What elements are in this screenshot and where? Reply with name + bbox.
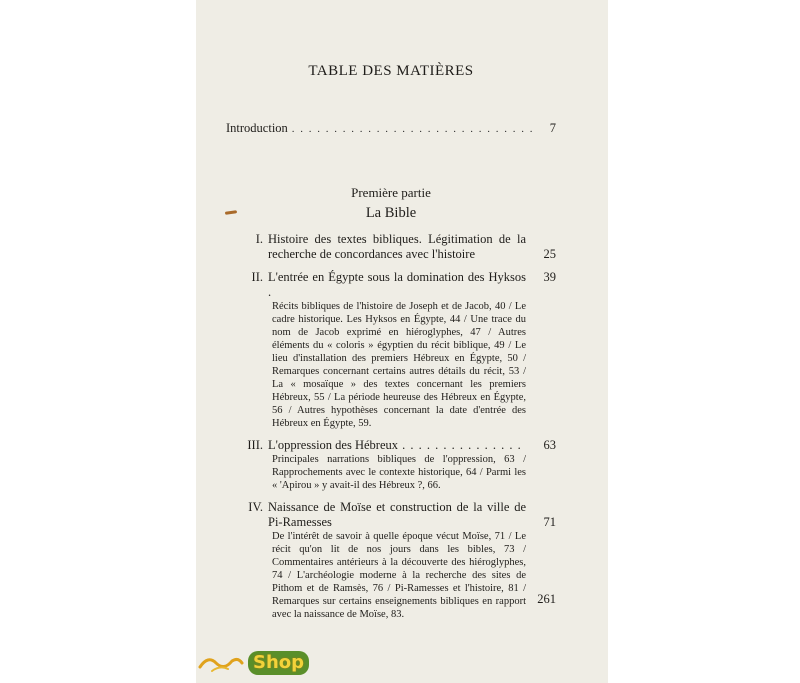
shop-logo bbox=[198, 648, 309, 678]
chapter-page: 39 bbox=[543, 270, 556, 284]
chapter-4 bbox=[226, 500, 556, 621]
dot-leader bbox=[292, 123, 534, 135]
toc-introduction bbox=[226, 121, 556, 136]
dot-leader bbox=[398, 438, 526, 452]
swirl-icon bbox=[198, 651, 254, 675]
introduction-label: Introduction bbox=[226, 121, 288, 135]
chapter-details: De l'intérêt de savoir à quelle époque vécut Moïse, 71 / Le récit qu'on lit de nos jours dans les bibles, 73 / Commentaires antérieurs à la découverte des hiéroglyphes, 74 / L'archéologie moderne à la recherche des sites de Pithom et de Ramsès, 76 / Pi-Ramesses et l'histoire, 81 / Remarques sur certains enseignements bibliques en rapport avec la naissance de Moïse, 83. bbox=[272, 531, 526, 620]
toc-content bbox=[226, 0, 556, 683]
toc-title: TABLE DES MATIÈRES bbox=[308, 63, 474, 79]
chapter-details: Récits bibliques de l'histoire de Joseph et de Jacob, 40 / Le cadre historique. Les Hyksos en Égypte, 44 / Une trace du nom de Jacob exprimé en hiéroglyphes, 47 / Autres éléments du « coloris » égyptien du récit biblique, 49 / Le lieu d'installation des premiers Hébreux en Égypte, 50 / Remarques concernant certains autres détails du récit, 53 / La « mosaïque » des textes concernant les premiers Hébreux, 55 / La période heureuse des Hébreux en Égypte, 56 / Autres hypothèses concernant la date d'entrée des Hébreux en Égypte, 59. bbox=[272, 301, 526, 429]
chapter-number: II. bbox=[251, 270, 263, 284]
chapter-number: III. bbox=[247, 438, 263, 452]
introduction-page: 7 bbox=[549, 121, 556, 135]
chapter-title-text: L'oppression des Hébreux bbox=[268, 438, 398, 452]
chapter-2 bbox=[226, 270, 556, 430]
chapter-title: Histoire des textes bibliques. Légitimation de la recherche de concordances avec l'histoire bbox=[268, 232, 526, 261]
chapter-number: IV. bbox=[248, 500, 263, 514]
chapter-page: 63 bbox=[543, 438, 556, 452]
chapter-title: Naissance de Moïse et construction de la ville de Pi-Ramesses bbox=[268, 500, 526, 529]
part-title: La Bible bbox=[365, 205, 417, 221]
chapter-title bbox=[268, 438, 526, 453]
chapter-1 bbox=[226, 232, 556, 262]
chapter-details: Principales narrations bibliques de l'oppression, 63 / Rapprochements avec le contexte historique, 64 / Parmi les « 'Apirou » y avait-il des Hébreux ?, 66. bbox=[272, 454, 526, 491]
part-label: Première partie bbox=[351, 185, 431, 200]
chapter-number: I. bbox=[255, 232, 263, 246]
chapter-title: L'entrée en Égypte sous la domination des Hyksos . bbox=[268, 270, 526, 299]
chapter-page: 71 bbox=[543, 515, 556, 529]
chapter-3 bbox=[226, 438, 556, 492]
logo-text: Shop bbox=[248, 651, 309, 675]
chapter-page: 25 bbox=[543, 247, 556, 261]
page-folio: 261 bbox=[537, 592, 556, 606]
chapter-list bbox=[226, 232, 556, 629]
